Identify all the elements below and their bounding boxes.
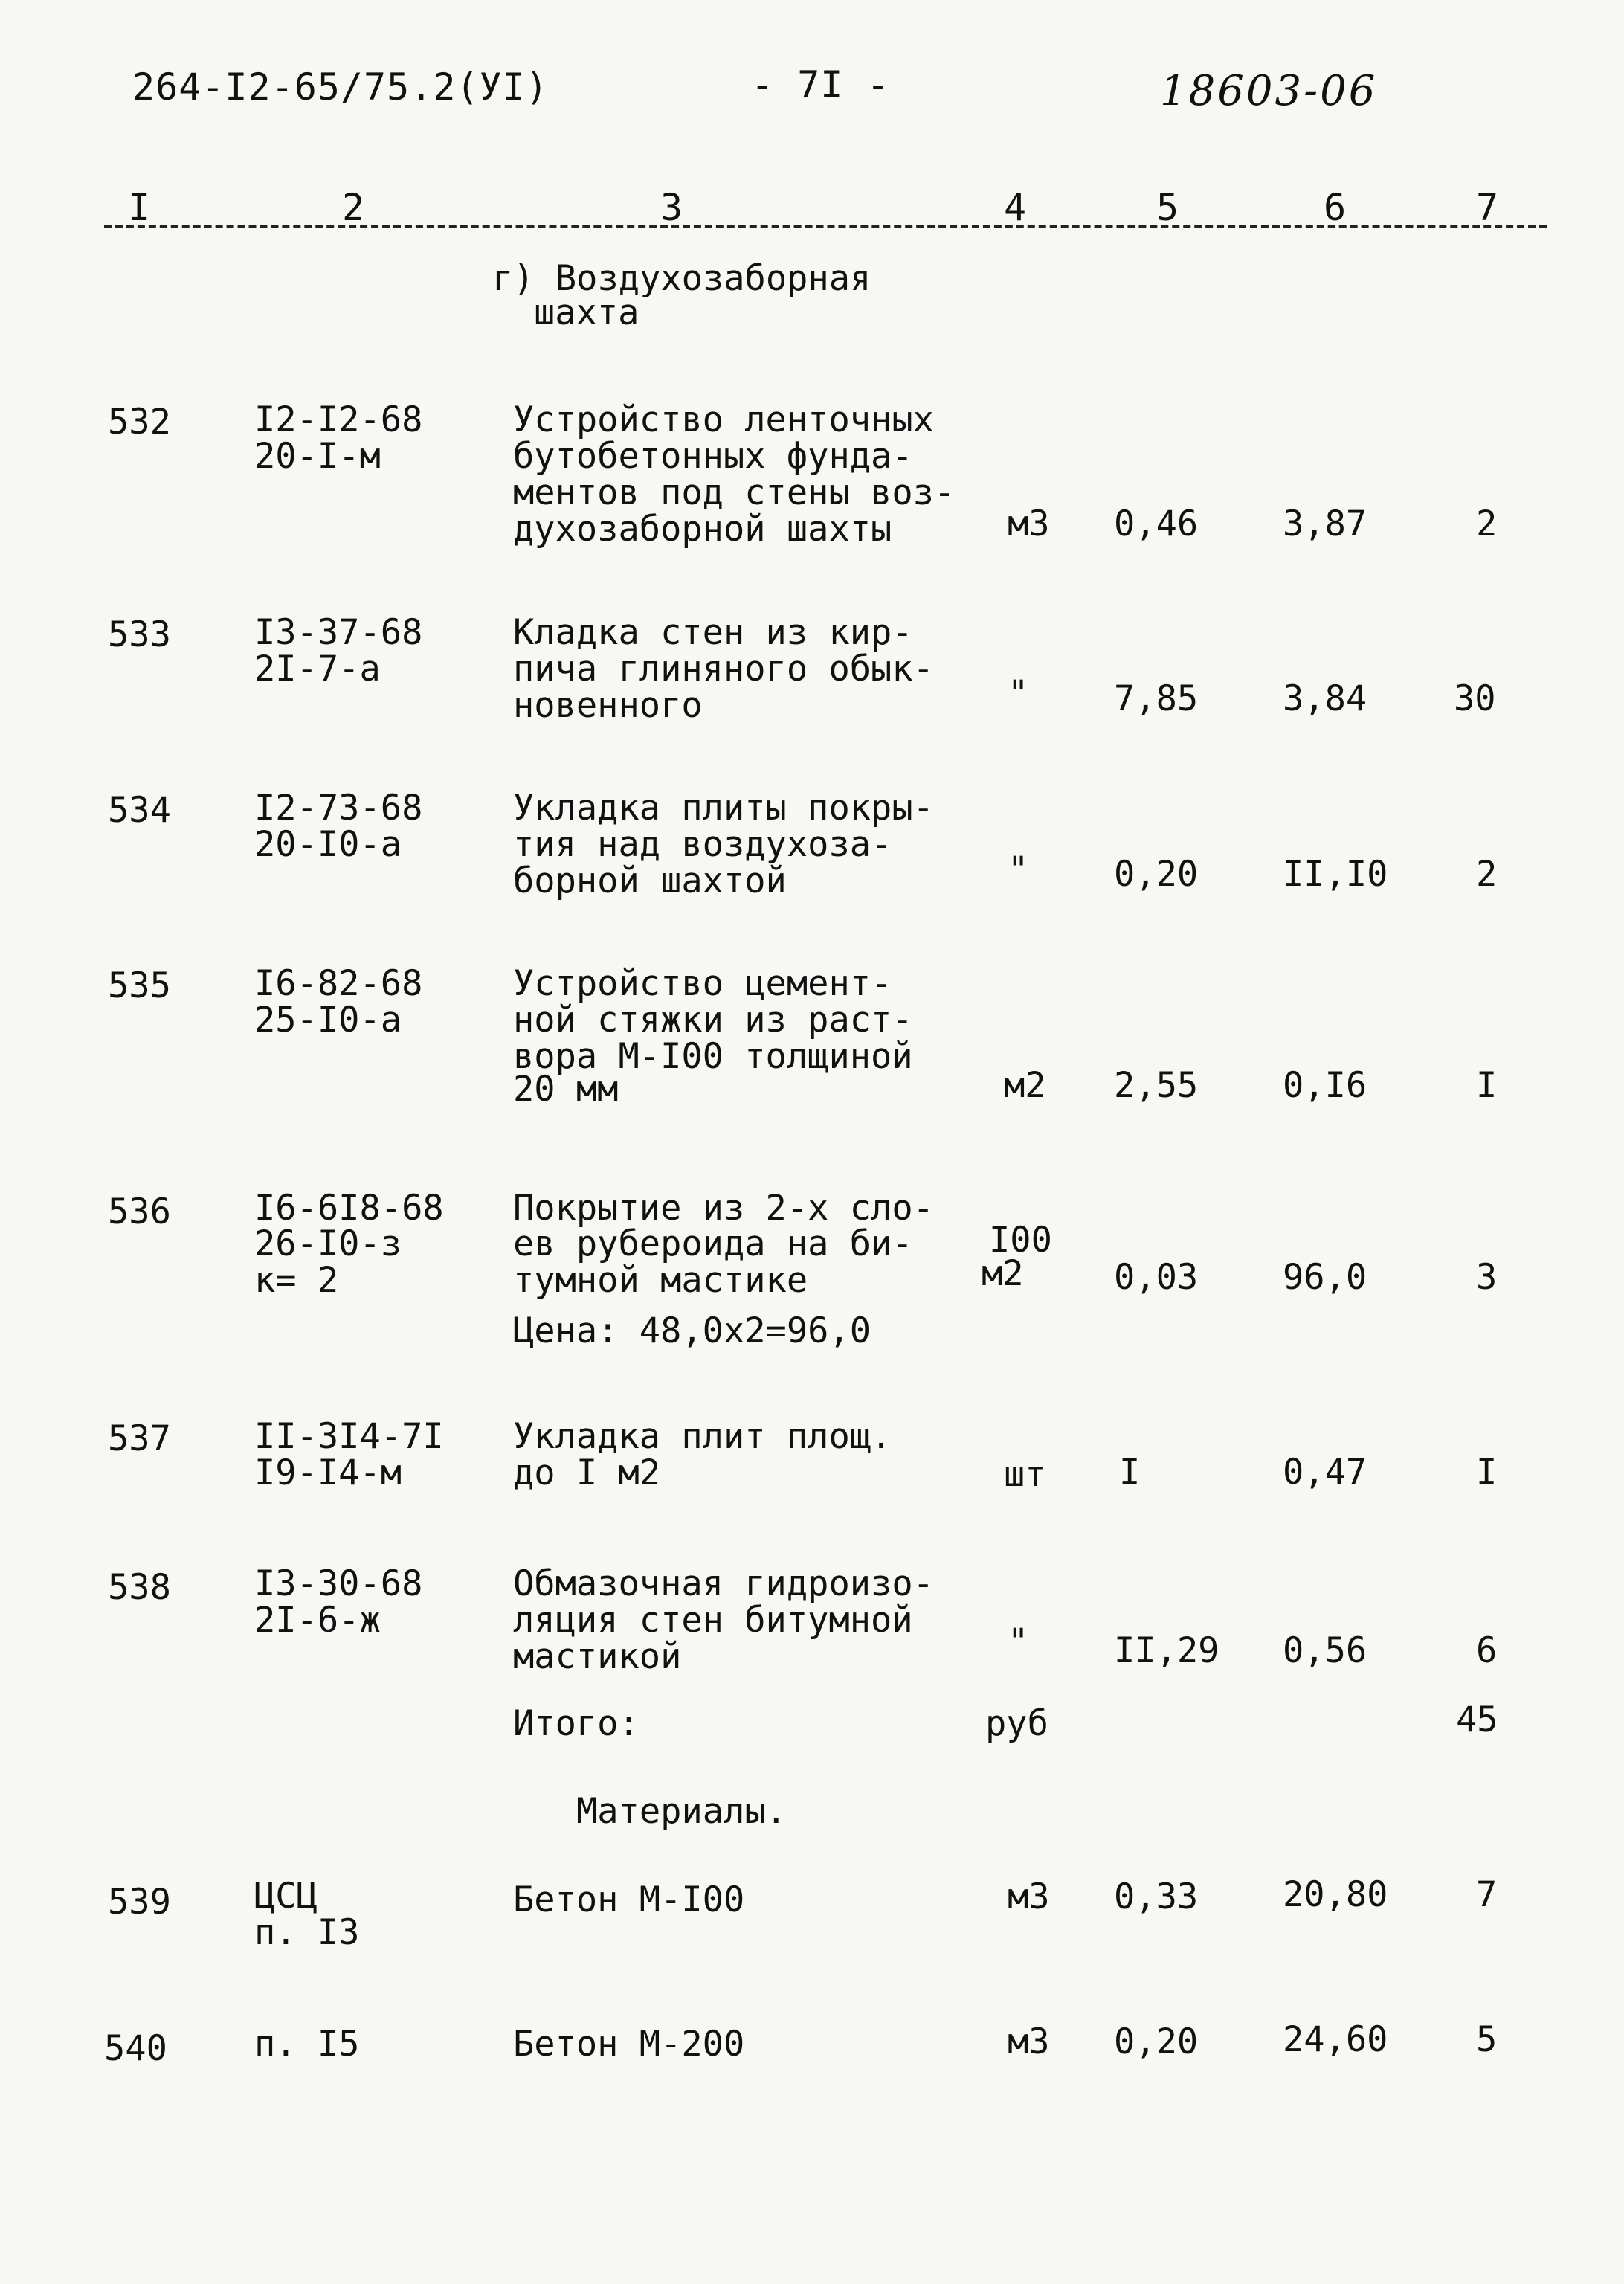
row-code-line: I3-30-68 — [254, 1563, 423, 1604]
row-description-line: ев рубероида на би- — [513, 1223, 913, 1264]
row-code-line: II-3I4-7I — [254, 1416, 444, 1457]
column-header-divider — [104, 225, 1547, 228]
row-unit: м3 — [1008, 504, 1050, 544]
row-description-line: ной стяжки из раст- — [513, 1000, 913, 1040]
row-description-line: Устройство ленточных — [513, 399, 934, 440]
row-code-line: I2-73-68 — [254, 788, 423, 829]
row-quantity: 0,20 — [1114, 854, 1199, 895]
row-price: 0,56 — [1283, 1630, 1367, 1671]
row-code-line: 20-I0-а — [254, 824, 402, 865]
row-description-line: новенного — [513, 685, 703, 726]
column-number-7: 7 — [1476, 186, 1499, 229]
row-price: 3,87 — [1283, 504, 1367, 544]
row-code-line: 2I-6-ж — [254, 1600, 381, 1641]
row-code-line: 2I-7-а — [254, 649, 381, 689]
price-note: Цена: 48,0х2=96,0 — [513, 1310, 871, 1351]
row-number: 536 — [108, 1191, 171, 1232]
handwritten-code: 18603-06 — [1160, 67, 1378, 115]
row-code-line: п. I3 — [254, 1912, 360, 1953]
row-quantity: 0,46 — [1114, 504, 1199, 544]
row-description-line: ментов под стены воз- — [513, 472, 956, 513]
row-number: 532 — [108, 402, 171, 443]
row-price: 3,84 — [1283, 678, 1367, 719]
row-total: I — [1476, 1065, 1498, 1106]
row-number: 540 — [104, 2028, 167, 2069]
row-code-line: 26-I0-з — [254, 1223, 402, 1264]
row-unit: " — [1008, 1621, 1029, 1662]
row-description-line: Бетон М-200 — [513, 2024, 745, 2065]
row-description-line: Покрытие из 2-х сло- — [513, 1188, 934, 1229]
section-title-line-2: шахта — [534, 292, 639, 333]
row-code-line: 25-I0-а — [254, 1000, 402, 1040]
row-quantity: I — [1119, 1452, 1141, 1493]
row-quantity: 7,85 — [1114, 678, 1199, 719]
row-unit: " — [1008, 673, 1029, 714]
row-number: 538 — [108, 1567, 171, 1608]
column-number-3: 3 — [660, 186, 683, 229]
column-number-1: I — [128, 186, 151, 229]
row-unit: шт — [1004, 1454, 1046, 1495]
row-code-line: I6-82-68 — [254, 963, 423, 1004]
row-number: 537 — [108, 1418, 171, 1459]
total-label: Итого: — [513, 1703, 639, 1744]
row-code-line: п. I5 — [254, 2024, 360, 2065]
row-description-line: вора М-I00 толщиной — [513, 1036, 913, 1077]
row-unit: м2 — [982, 1253, 1024, 1294]
row-description-line: Бетон М-I00 — [513, 1879, 745, 1920]
row-number: 534 — [108, 790, 171, 831]
row-number: 535 — [108, 965, 171, 1006]
column-number-5: 5 — [1156, 186, 1179, 229]
row-description-line: Укладка плит площ. — [513, 1416, 892, 1457]
row-total: 3 — [1476, 1257, 1498, 1298]
row-code-line: I6-6I8-68 — [254, 1188, 444, 1229]
row-price: II,I0 — [1283, 854, 1388, 895]
row-quantity: 0,20 — [1114, 2021, 1199, 2062]
total-unit: руб — [985, 1703, 1048, 1744]
row-quantity: 0,33 — [1114, 1876, 1199, 1917]
row-price: 24,60 — [1283, 2019, 1388, 2060]
row-price: 96,0 — [1283, 1257, 1367, 1298]
row-unit: м2 — [1004, 1065, 1046, 1106]
row-description-line: борной шахтой — [513, 860, 787, 901]
row-total: 2 — [1476, 854, 1498, 895]
row-description-line: мастикой — [513, 1636, 682, 1677]
row-unit: I00 — [989, 1220, 1052, 1261]
section-title-line-1: г) Воздухозаборная — [492, 258, 871, 299]
row-description-line: Укладка плиты покры- — [513, 788, 934, 829]
row-unit: " — [1008, 849, 1029, 890]
row-description-line: Кладка стен из кир- — [513, 612, 913, 653]
row-description-line: Обмазочная гидроизо- — [513, 1563, 934, 1604]
column-number-6: 6 — [1324, 186, 1347, 229]
row-number: 533 — [108, 614, 171, 655]
row-total: 6 — [1476, 1630, 1498, 1671]
row-description-line: 20 мм — [513, 1069, 619, 1110]
page-number: - 7I - — [751, 63, 890, 106]
row-number: 539 — [108, 1882, 171, 1923]
row-price: 0,I6 — [1283, 1065, 1367, 1106]
row-description-line: пича глиняного обык- — [513, 649, 934, 689]
row-unit: м3 — [1008, 2021, 1050, 2062]
row-price: 20,80 — [1283, 1874, 1388, 1915]
row-code-line: I2-I2-68 — [254, 399, 423, 440]
row-quantity: 0,03 — [1114, 1257, 1199, 1298]
row-code-line: I9-I4-м — [254, 1453, 402, 1493]
row-total: I — [1476, 1452, 1498, 1493]
row-code-line: к= 2 — [254, 1260, 339, 1301]
column-number-2: 2 — [342, 186, 365, 229]
row-description-line: тумной мастике — [513, 1260, 808, 1301]
row-description-line: до I м2 — [513, 1453, 661, 1493]
row-description-line: духозаборной шахты — [513, 509, 892, 550]
row-description-line: Устройство цемент- — [513, 963, 892, 1004]
column-number-4: 4 — [1004, 186, 1027, 229]
row-total: 7 — [1476, 1874, 1498, 1915]
row-quantity: II,29 — [1114, 1630, 1219, 1671]
row-total: 30 — [1454, 678, 1496, 719]
document-code: 264-I2-65/75.2(УI) — [132, 65, 549, 109]
row-code-line: ЦСЦ — [254, 1876, 318, 1917]
row-code-line: I3-37-68 — [254, 612, 423, 653]
row-quantity: 2,55 — [1114, 1065, 1199, 1106]
row-total: 2 — [1476, 504, 1498, 544]
total-value: 45 — [1456, 1699, 1498, 1740]
row-description-line: ляция стен битумной — [513, 1600, 913, 1641]
row-description-line: тия над воздухоза- — [513, 824, 892, 865]
row-description-line: бутобетонных фунда- — [513, 436, 913, 477]
row-unit: м3 — [1008, 1876, 1050, 1917]
materials-heading: Материалы. — [576, 1791, 787, 1832]
row-price: 0,47 — [1283, 1452, 1367, 1493]
row-total: 5 — [1476, 2019, 1498, 2060]
row-code-line: 20-I-м — [254, 436, 381, 477]
